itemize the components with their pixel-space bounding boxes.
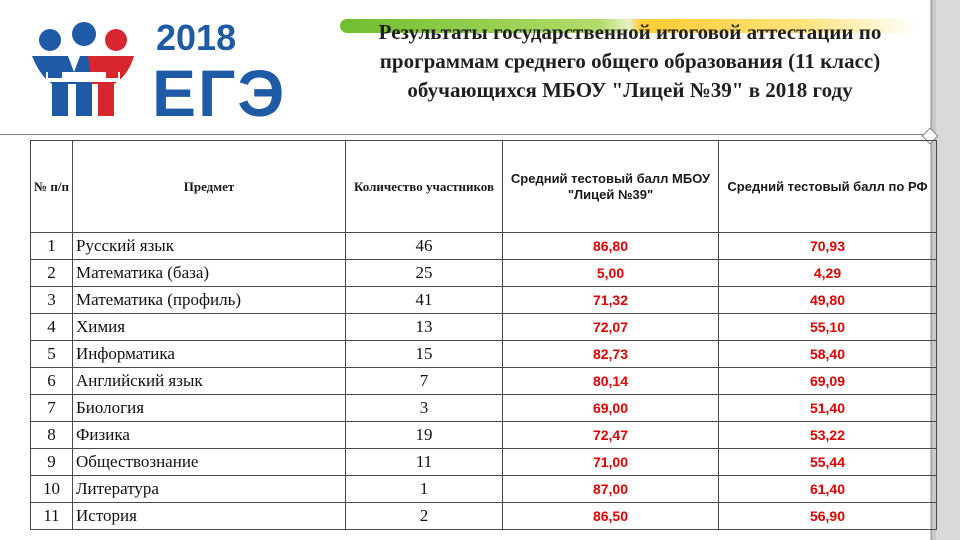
row-subject: Математика (база): [73, 260, 346, 287]
header-divider: [0, 134, 930, 135]
row-rf-avg: 49,80: [719, 287, 937, 314]
row-num: 1: [31, 233, 73, 260]
table-row: [31, 476, 937, 503]
table-row: [31, 449, 937, 476]
table-row: [31, 233, 937, 260]
page-title: Результаты государственной итоговой аттестации по программам среднего общего образования (11 класс) обучающихся МБОУ "Лицей №39" в 2018 году: [378, 20, 882, 102]
row-rf-avg: 55,10: [719, 314, 937, 341]
logo-name: ЕГЭ: [152, 56, 287, 124]
row-rf-avg: 56,90: [719, 503, 937, 530]
row-count: 41: [346, 287, 503, 314]
row-school-avg: 87,00: [503, 476, 719, 503]
ege-logo: [18, 12, 308, 124]
row-num: 7: [31, 395, 73, 422]
row-subject: История: [73, 503, 346, 530]
row-school-avg: 72,07: [503, 314, 719, 341]
row-school-avg: 86,80: [503, 233, 719, 260]
row-num: 3: [31, 287, 73, 314]
row-num: 6: [31, 368, 73, 395]
row-num: 9: [31, 449, 73, 476]
row-school-avg: 5,00: [503, 260, 719, 287]
table-body: [31, 233, 937, 530]
row-rf-avg: 51,40: [719, 395, 937, 422]
row-rf-avg: 61,40: [719, 476, 937, 503]
row-school-avg: 86,50: [503, 503, 719, 530]
row-num: 8: [31, 422, 73, 449]
row-count: 19: [346, 422, 503, 449]
table-row: [31, 260, 937, 287]
header-school-avg: Средний тестовый балл МБОУ "Лицей №39": [503, 141, 719, 233]
row-count: 15: [346, 341, 503, 368]
row-school-avg: 80,14: [503, 368, 719, 395]
header-subject: Предмет: [73, 141, 346, 233]
table-header-row: [31, 141, 937, 233]
row-school-avg: 72,47: [503, 422, 719, 449]
row-subject: Литература: [73, 476, 346, 503]
table-row: [31, 422, 937, 449]
row-subject: Математика (профиль): [73, 287, 346, 314]
row-count: 13: [346, 314, 503, 341]
row-school-avg: 71,00: [503, 449, 719, 476]
right-decor-band-inner: [936, 0, 960, 540]
row-count: 7: [346, 368, 503, 395]
header-num: № п/п: [31, 141, 73, 233]
row-rf-avg: 58,40: [719, 341, 937, 368]
row-count: 11: [346, 449, 503, 476]
table-row: [31, 368, 937, 395]
table-row: [31, 503, 937, 530]
row-subject: Обществознание: [73, 449, 346, 476]
table-row: [31, 314, 937, 341]
row-school-avg: 82,73: [503, 341, 719, 368]
row-subject: Русский язык: [73, 233, 346, 260]
row-count: 1: [346, 476, 503, 503]
row-rf-avg: 69,09: [719, 368, 937, 395]
row-num: 11: [31, 503, 73, 530]
table-row: [31, 287, 937, 314]
row-subject: Физика: [73, 422, 346, 449]
row-count: 2: [346, 503, 503, 530]
header-count: Количество участников: [346, 141, 503, 233]
people-icon: [32, 22, 134, 116]
header-rf-avg: Средний тестовый балл по РФ: [719, 141, 937, 233]
results-table: [30, 140, 937, 530]
row-num: 10: [31, 476, 73, 503]
row-subject: Информатика: [73, 341, 346, 368]
table-row: [31, 395, 937, 422]
row-subject: Биология: [73, 395, 346, 422]
row-rf-avg: 53,22: [719, 422, 937, 449]
row-num: 4: [31, 314, 73, 341]
table-row: [31, 341, 937, 368]
row-num: 2: [31, 260, 73, 287]
row-rf-avg: 70,93: [719, 233, 937, 260]
row-subject: Химия: [73, 314, 346, 341]
row-rf-avg: 4,29: [719, 260, 937, 287]
results-table-container: [30, 140, 936, 530]
row-count: 3: [346, 395, 503, 422]
row-school-avg: 71,32: [503, 287, 719, 314]
row-count: 25: [346, 260, 503, 287]
row-rf-avg: 55,44: [719, 449, 937, 476]
row-subject: Английский язык: [73, 368, 346, 395]
row-num: 5: [31, 341, 73, 368]
row-count: 46: [346, 233, 503, 260]
row-school-avg: 69,00: [503, 395, 719, 422]
logo-year: 2018: [156, 17, 237, 58]
